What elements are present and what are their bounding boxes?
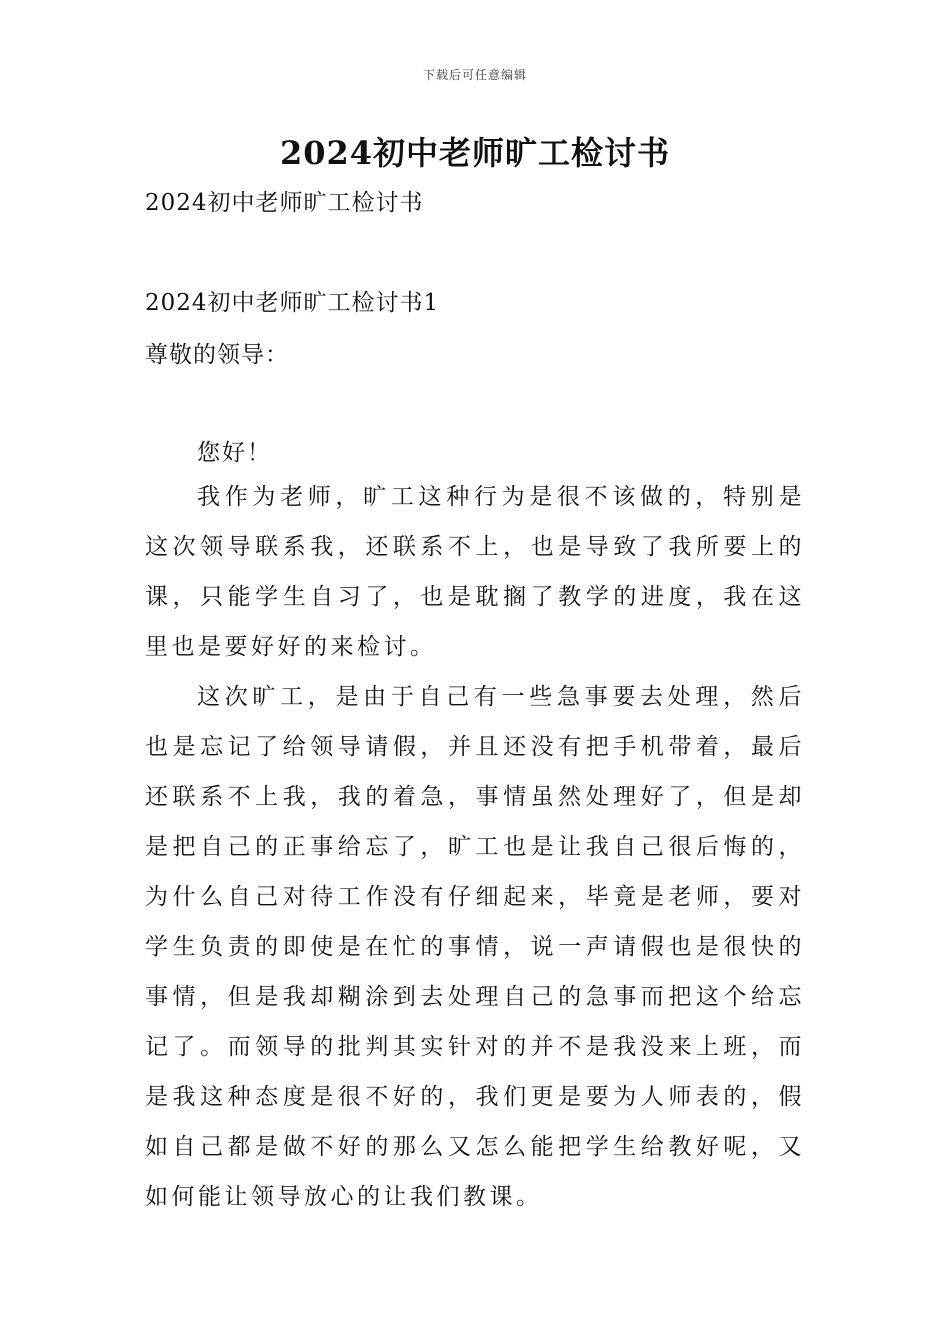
greeting: 您好！ [197,440,272,466]
paragraph-2: 这次旷工，是由于自己有一些急事要去处理，然后也是忘记了给领导请假，并且还没有把手机带着，最后还联系不上我，我的着急，事情虽然处理好了，但是却是把自己的正事给忘了，旷工也是让我自己很后悔的，为什么自己对待工作没有仔细起来，毕竟是老师，要对学生负责的即使是在忙的事情，说一声请假也是很快的事情，但是我却糊涂到去处理自己的急事而把这个给忘记了。而领导的批判其实针对的并不是我没来上班，而是我这种态度是很不好的，我们更是要为人师表的，假如自己都是做不好的那么又怎么能把学生给教好呢，又如何能让领导放心的让我们教课。 [145,684,805,1210]
document-title: 2024初中老师旷工检讨书 [279,134,671,172]
salutation: 尊敬的领导： [145,342,289,368]
document-subtitle: 2024初中老师旷工检讨书 [145,190,424,216]
paragraph-1: 我作为老师，旷工这种行为是很不该做的，特别是这次领导联系我，还联系不上，也是导致了我所要上的课，只能学生自习了，也是耽搁了教学的进度，我在这里也是要好好的来检讨。 [145,484,805,660]
section-heading: 2024初中老师旷工检讨书1 [145,290,440,316]
header-note: 下载后可任意编辑 [422,68,527,82]
